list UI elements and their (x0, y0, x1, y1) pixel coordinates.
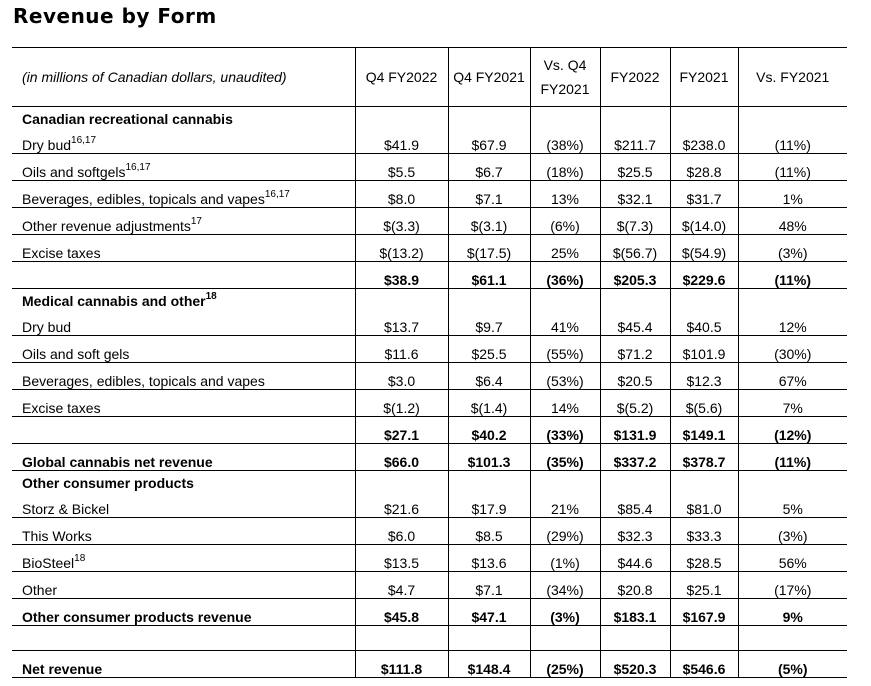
value-cell: 9% (738, 599, 847, 626)
value-cell: $66.0 (355, 444, 448, 471)
table-row (12, 208, 847, 235)
value-cell (670, 626, 738, 651)
value-cell: (1%) (530, 545, 600, 572)
value-cell (530, 626, 600, 651)
value-cell: $11.6 (355, 336, 448, 363)
value-cell (670, 289, 738, 310)
value-cell: 7% (738, 390, 847, 417)
value-cell: $71.2 (600, 336, 670, 363)
value-cell: 14% (530, 390, 600, 417)
row-label (12, 491, 355, 518)
table-row (12, 518, 847, 545)
row-label (12, 626, 355, 651)
footnote-ref: 16,17 (264, 189, 290, 200)
value-cell: $45.8 (355, 599, 448, 626)
value-cell: $6.7 (448, 154, 530, 181)
row-label-text: Other revenue adjustments (22, 218, 191, 234)
value-cell: $(5.6) (670, 390, 738, 417)
value-cell: (11%) (738, 127, 847, 154)
row-label-text: Dry bud (22, 137, 72, 153)
table-row (12, 336, 847, 363)
value-cell (738, 626, 847, 651)
row-label-text: Other consumer products revenue (22, 609, 252, 625)
value-cell (355, 107, 448, 128)
value-cell: $337.2 (600, 444, 670, 471)
row-label-text: Global cannabis net revenue (22, 454, 213, 470)
value-cell: (3%) (530, 599, 600, 626)
value-cell (448, 289, 530, 310)
value-cell: $3.0 (355, 363, 448, 390)
value-cell: $(14.0) (670, 208, 738, 235)
value-cell: $(7.3) (600, 208, 670, 235)
value-cell (738, 471, 847, 492)
value-cell: (35%) (530, 444, 600, 471)
value-cell: $101.9 (670, 336, 738, 363)
value-cell: $20.8 (600, 572, 670, 599)
value-cell: (3%) (738, 518, 847, 545)
value-cell: $(54.9) (670, 235, 738, 262)
value-cell (600, 471, 670, 492)
footnote-ref: 16,17 (71, 135, 97, 146)
row-label-text: Storz & Bickel (22, 501, 110, 517)
row-label (12, 363, 355, 390)
table-row (12, 390, 847, 417)
value-cell: $9.7 (448, 309, 530, 336)
value-cell: (34%) (530, 572, 600, 599)
section-heading-row (12, 107, 847, 128)
row-label-text: Medical cannabis and other (22, 293, 206, 309)
value-cell: $(1.2) (355, 390, 448, 417)
value-cell: $(3.3) (355, 208, 448, 235)
value-cell: $378.7 (670, 444, 738, 471)
row-label (12, 262, 355, 289)
row-label-text: Beverages, edibles, topicals and vapes (22, 373, 265, 389)
row-label (12, 208, 355, 235)
value-cell: (53%) (530, 363, 600, 390)
value-cell: 48% (738, 208, 847, 235)
footnote-ref: 17 (190, 216, 202, 227)
row-label (12, 181, 355, 208)
value-cell: $(5.2) (600, 390, 670, 417)
row-label (12, 336, 355, 363)
value-cell: $13.6 (448, 545, 530, 572)
value-cell: 13% (530, 181, 600, 208)
value-cell (448, 626, 530, 651)
value-cell (600, 626, 670, 651)
value-cell: $41.9 (355, 127, 448, 154)
value-cell: $21.6 (355, 491, 448, 518)
col-header: Vs. Q4 FY2021 (530, 48, 600, 107)
value-cell: 56% (738, 545, 847, 572)
row-label-text: Excise taxes (22, 400, 101, 416)
value-cell: $6.4 (448, 363, 530, 390)
value-cell: (55%) (530, 336, 600, 363)
value-cell (530, 107, 600, 128)
row-label-text: Dry bud (22, 319, 72, 335)
row-label-text: Net revenue (22, 661, 103, 677)
value-cell: $25.5 (600, 154, 670, 181)
table-row (12, 127, 847, 154)
value-cell: $31.7 (670, 181, 738, 208)
row-label-text: Other (22, 582, 58, 598)
value-cell: (36%) (530, 262, 600, 289)
footnote-ref: 16,17 (125, 162, 151, 173)
col-header: FY2021 (670, 48, 738, 107)
value-cell: $28.5 (670, 545, 738, 572)
value-cell: $211.7 (600, 127, 670, 154)
value-cell: $(13.2) (355, 235, 448, 262)
value-cell: $17.9 (448, 491, 530, 518)
value-cell (530, 471, 600, 492)
value-cell: $111.8 (355, 651, 448, 678)
value-cell: 5% (738, 491, 847, 518)
row-label (12, 154, 355, 181)
section-heading-row (12, 289, 847, 310)
row-label (12, 444, 355, 471)
value-cell: $25.5 (448, 336, 530, 363)
total-row (12, 599, 847, 626)
value-cell: $205.3 (600, 262, 670, 289)
value-cell: $38.9 (355, 262, 448, 289)
value-cell: $40.2 (448, 417, 530, 444)
section-label (12, 289, 355, 310)
value-cell: $28.8 (670, 154, 738, 181)
value-cell: $8.0 (355, 181, 448, 208)
value-cell: $7.1 (448, 181, 530, 208)
value-cell: $32.1 (600, 181, 670, 208)
footnote-ref: 18 (74, 553, 86, 564)
row-label-text: Beverages, edibles, topicals and vapes (22, 191, 265, 207)
value-cell (600, 289, 670, 310)
value-cell: $229.6 (670, 262, 738, 289)
row-label-text: Canadian recreational cannabis (22, 111, 233, 127)
value-cell: 1% (738, 181, 847, 208)
header-row (12, 48, 847, 107)
value-cell: $32.3 (600, 518, 670, 545)
value-cell: $45.4 (600, 309, 670, 336)
value-cell: $167.9 (670, 599, 738, 626)
value-cell (738, 289, 847, 310)
value-cell: (38%) (530, 127, 600, 154)
value-cell: $61.1 (448, 262, 530, 289)
value-cell: $81.0 (670, 491, 738, 518)
value-cell (600, 107, 670, 128)
table-row (12, 309, 847, 336)
value-cell: $13.7 (355, 309, 448, 336)
value-cell: (11%) (738, 444, 847, 471)
value-cell: (25%) (530, 651, 600, 678)
value-cell: $6.0 (355, 518, 448, 545)
row-label (12, 390, 355, 417)
col-header: FY2022 (600, 48, 670, 107)
row-label-text: Oils and softgels (22, 164, 126, 180)
value-cell: 21% (530, 491, 600, 518)
row-label (12, 572, 355, 599)
revenue-table (12, 47, 847, 678)
table-row (12, 545, 847, 572)
section-label (12, 107, 355, 128)
total-row (12, 262, 847, 289)
value-cell (355, 626, 448, 651)
table-row (12, 491, 847, 518)
value-cell: 41% (530, 309, 600, 336)
value-cell (738, 107, 847, 128)
value-cell: 25% (530, 235, 600, 262)
row-label-text: Oils and soft gels (22, 346, 130, 362)
value-cell: $131.9 (600, 417, 670, 444)
value-cell: $67.9 (448, 127, 530, 154)
value-cell: (17%) (738, 572, 847, 599)
value-cell: (18%) (530, 154, 600, 181)
value-cell: $(17.5) (448, 235, 530, 262)
table-row (12, 235, 847, 262)
value-cell (355, 289, 448, 310)
row-label (12, 651, 355, 678)
value-cell: $(3.1) (448, 208, 530, 235)
table-row (12, 572, 847, 599)
value-cell: $13.5 (355, 545, 448, 572)
row-label-text: BioSteel (22, 555, 75, 571)
value-cell: $47.1 (448, 599, 530, 626)
value-cell: (3%) (738, 235, 847, 262)
footnote-ref: 18 (205, 291, 217, 302)
value-cell (530, 289, 600, 310)
row-label (12, 127, 355, 154)
table-row (12, 363, 847, 390)
value-cell (670, 107, 738, 128)
value-cell: $12.3 (670, 363, 738, 390)
header-label: (in millions of Canadian dollars, unaudited) (12, 48, 355, 107)
value-cell: $4.7 (355, 572, 448, 599)
value-cell: (5%) (738, 651, 847, 678)
total-row (12, 417, 847, 444)
row-label-text: This Works (22, 528, 92, 544)
value-cell: (12%) (738, 417, 847, 444)
value-cell: (33%) (530, 417, 600, 444)
row-label (12, 599, 355, 626)
value-cell: $238.0 (670, 127, 738, 154)
value-cell: $148.4 (448, 651, 530, 678)
value-cell: 12% (738, 309, 847, 336)
value-cell: $40.5 (670, 309, 738, 336)
row-label (12, 545, 355, 572)
value-cell: $149.1 (670, 417, 738, 444)
row-label (12, 309, 355, 336)
total-row (12, 444, 847, 471)
col-header: Q4 FY2022 (355, 48, 448, 107)
value-cell: 67% (738, 363, 847, 390)
col-header: Vs. FY2021 (738, 48, 847, 107)
value-cell: $520.3 (600, 651, 670, 678)
value-cell: $44.6 (600, 545, 670, 572)
value-cell: (30%) (738, 336, 847, 363)
page-title: Revenue by Form (13, 4, 217, 28)
value-cell: $101.3 (448, 444, 530, 471)
value-cell: $8.5 (448, 518, 530, 545)
row-label (12, 235, 355, 262)
row-label-text: Other consumer products (22, 475, 194, 491)
value-cell: (29%) (530, 518, 600, 545)
value-cell: $(1.4) (448, 390, 530, 417)
value-cell: $(56.7) (600, 235, 670, 262)
value-cell: $5.5 (355, 154, 448, 181)
value-cell: $33.3 (670, 518, 738, 545)
value-cell: $183.1 (600, 599, 670, 626)
value-cell: $27.1 (355, 417, 448, 444)
value-cell: $85.4 (600, 491, 670, 518)
value-cell (670, 471, 738, 492)
value-cell (448, 107, 530, 128)
total-row (12, 651, 847, 678)
value-cell: $25.1 (670, 572, 738, 599)
value-cell: $7.1 (448, 572, 530, 599)
row-label (12, 417, 355, 444)
section-label (12, 471, 355, 492)
row-label (12, 518, 355, 545)
value-cell: (6%) (530, 208, 600, 235)
table-row (12, 154, 847, 181)
value-cell (355, 471, 448, 492)
value-cell: $20.5 (600, 363, 670, 390)
row-label-text: Excise taxes (22, 245, 101, 261)
section-heading-row (12, 471, 847, 492)
value-cell: $546.6 (670, 651, 738, 678)
value-cell (448, 471, 530, 492)
value-cell: (11%) (738, 262, 847, 289)
value-cell: (11%) (738, 154, 847, 181)
spacer-row (12, 626, 847, 651)
col-header: Q4 FY2021 (448, 48, 530, 107)
table-row (12, 181, 847, 208)
